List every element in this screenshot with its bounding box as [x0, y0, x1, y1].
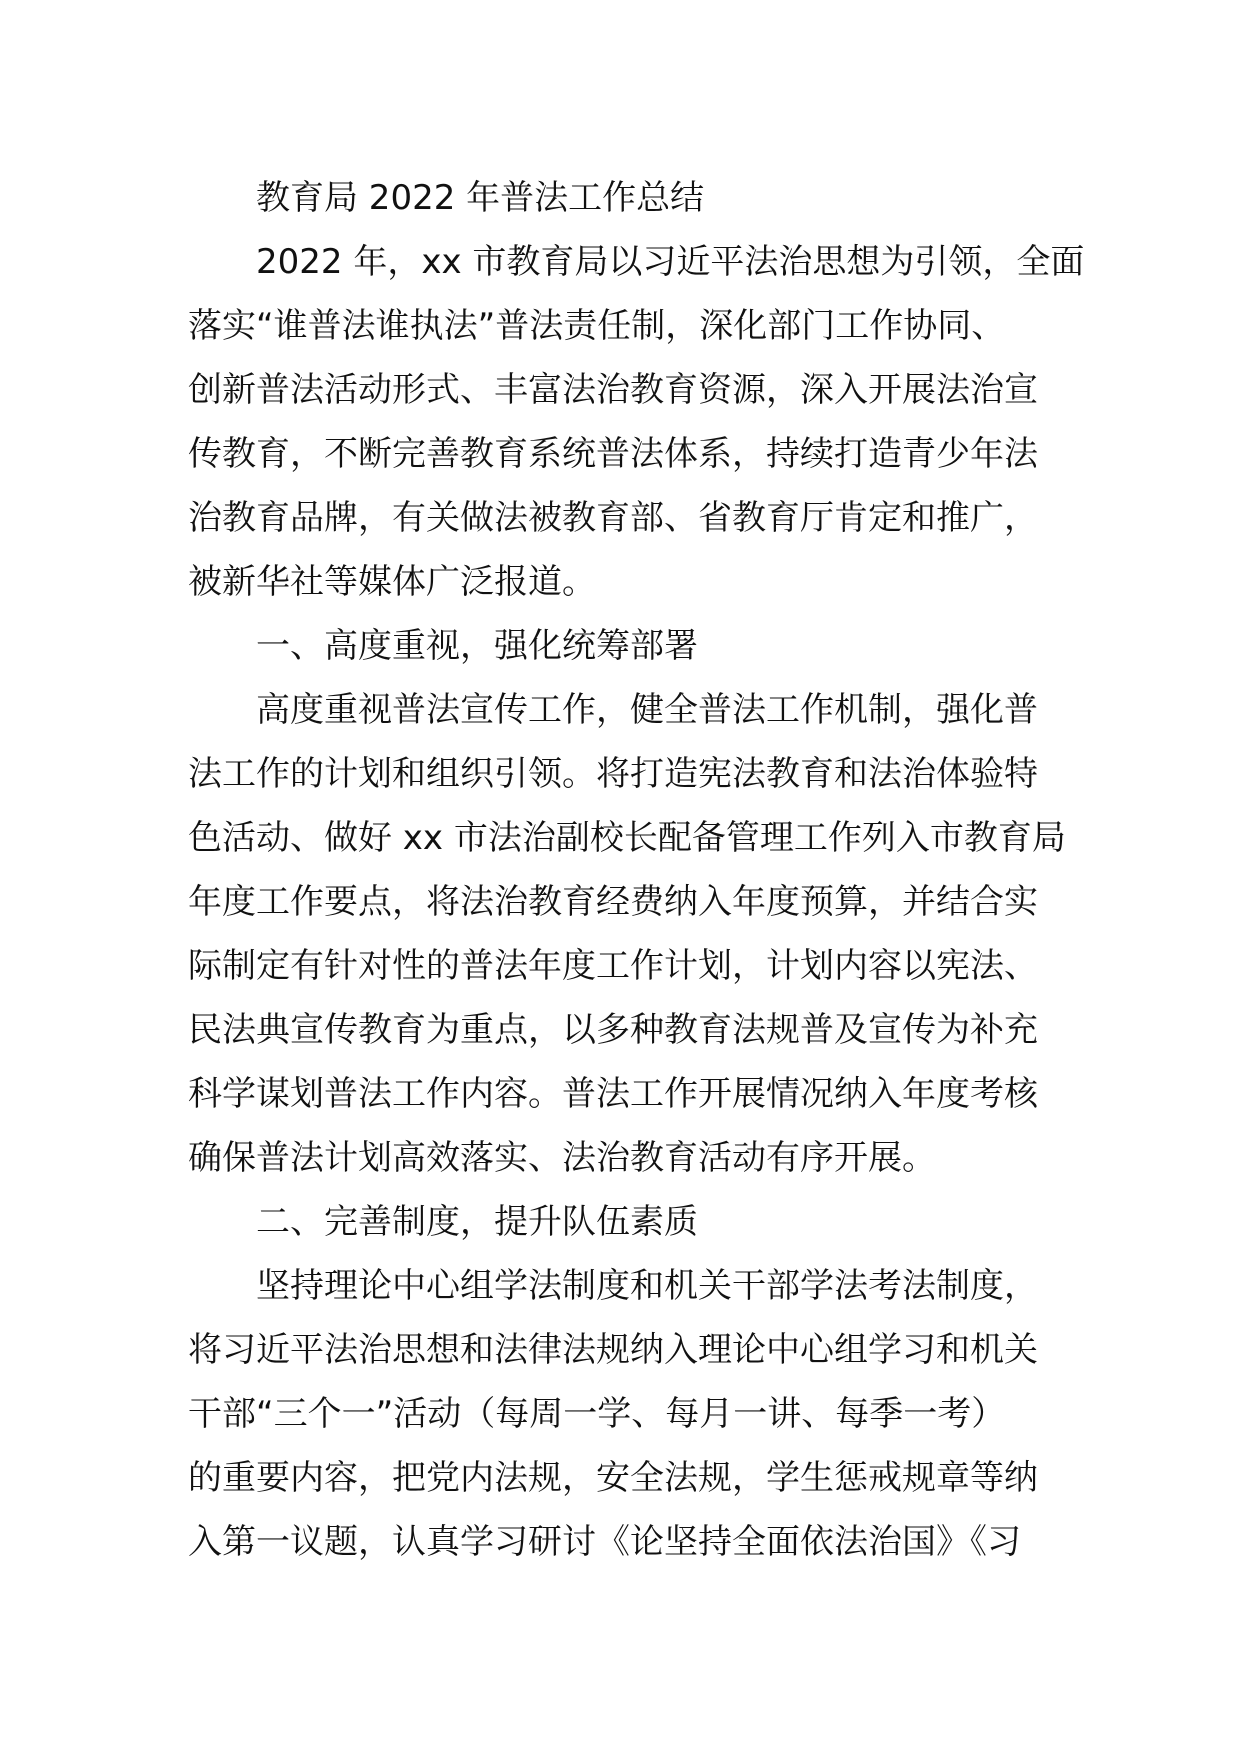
paragraph-line: 被新华社等媒体广泛报道。 [188, 562, 596, 602]
section-heading: 二、完善制度，提升队伍素质 [256, 1202, 698, 1242]
paragraph-line: 民法典宣传教育为重点，以多种教育法规普及宣传为补充 [188, 1010, 1038, 1050]
paragraph-line: 科学谋划普法工作内容。普法工作开展情况纳入年度考核 [188, 1074, 1038, 1114]
paragraph-line: 治教育品牌，有关做法被教育部、省教育厅肯定和推广， [188, 498, 1038, 538]
paragraph-line: 2022 年，xx 市教育局以习近平法治思想为引领，全面 [256, 242, 1085, 282]
paragraph-line: 干部“三个一”活动（每周一学、每月一讲、每季一考） [188, 1394, 1006, 1434]
paragraph-line: 高度重视普法宣传工作，健全普法工作机制，强化普 [256, 690, 1038, 730]
paragraph-line: 的重要内容，把党内法规，安全法规，学生惩戒规章等纳 [188, 1458, 1038, 1498]
paragraph-line: 际制定有针对性的普法年度工作计划，计划内容以宪法、 [188, 946, 1038, 986]
paragraph-line: 将习近平法治思想和法律法规纳入理论中心组学习和机关 [188, 1330, 1038, 1370]
paragraph-line: 入第一议题，认真学习研讨《论坚持全面依法治国》《习 [188, 1522, 1021, 1562]
document-body [188, 166, 1085, 1574]
paragraph-line: 传教育，不断完善教育系统普法体系，持续打造青少年法 [188, 434, 1038, 474]
paragraph-line: 落实“谁普法谁执法”普法责任制，深化部门工作协同、 [188, 306, 1006, 346]
paragraph-line: 坚持理论中心组学法制度和机关干部学法考法制度， [256, 1266, 1038, 1306]
paragraph-line: 色活动、做好 xx 市法治副校长配备管理工作列入市教育局 [188, 818, 1066, 858]
document-title: 教育局 2022 年普法工作总结 [256, 178, 705, 218]
paragraph-line: 创新普法活动形式、丰富法治教育资源，深入开展法治宣 [188, 370, 1038, 410]
paragraph-line: 法工作的计划和组织引领。将打造宪法教育和法治体验特 [188, 754, 1038, 794]
paragraph-line: 确保普法计划高效落实、法治教育活动有序开展。 [188, 1138, 936, 1178]
section-heading: 一、高度重视，强化统筹部署 [256, 626, 698, 666]
paragraph-line: 年度工作要点，将法治教育经费纳入年度预算，并结合实 [188, 882, 1038, 922]
